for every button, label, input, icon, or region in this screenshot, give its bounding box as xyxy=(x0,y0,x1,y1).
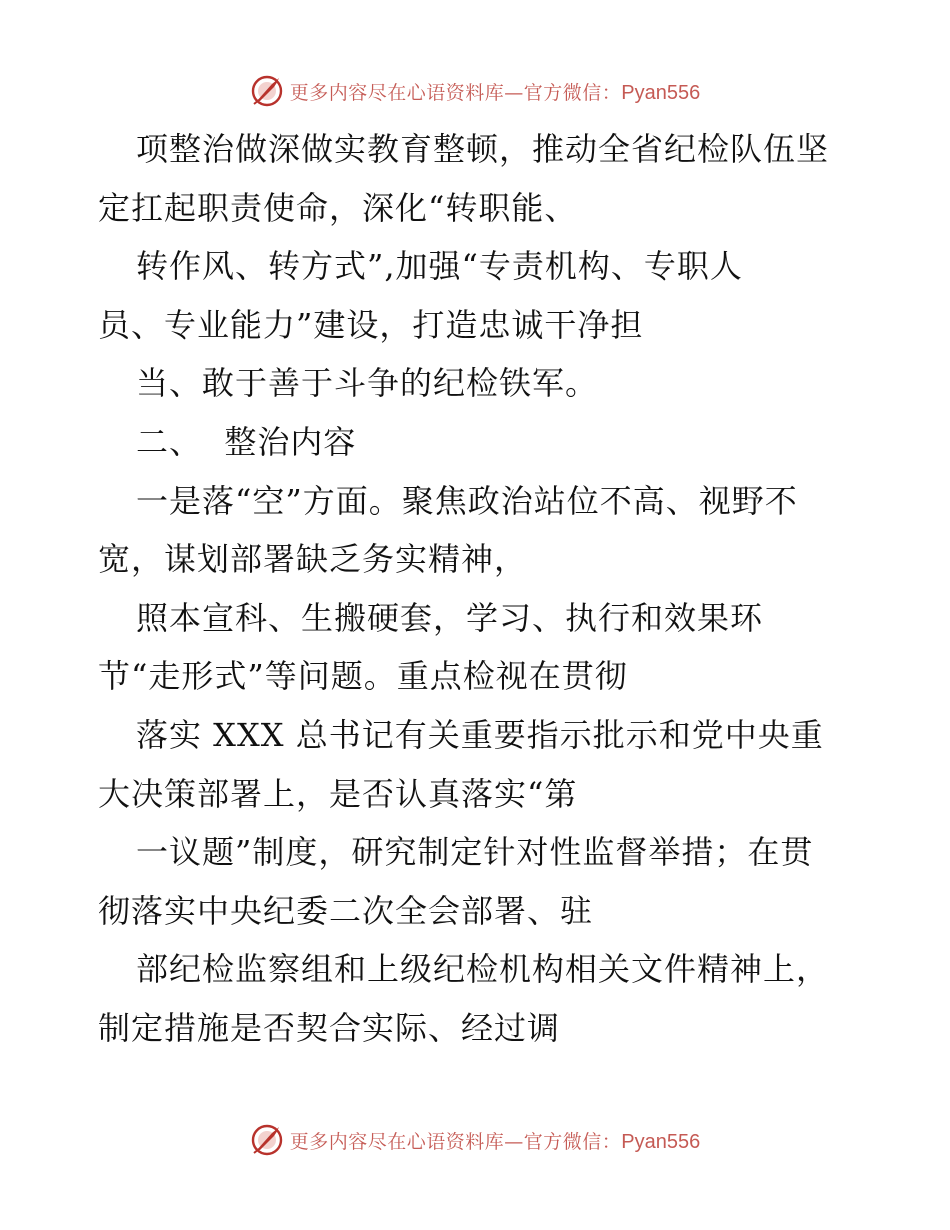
banner-text xyxy=(290,1127,700,1154)
banner-slogan: 更多内容尽在心语资料库—官方微信： xyxy=(289,81,622,104)
text-line: 部纪检监察组和上级纪检机构相关文件精神上， xyxy=(136,950,830,989)
footer-banner xyxy=(0,1120,950,1160)
text-line: 节“走形式”等问题。重点检视在贯彻 xyxy=(98,657,628,696)
text-line: 宽，谋划部署缺乏务实精神， xyxy=(98,540,528,579)
section-heading: 二、 整治内容 xyxy=(136,422,357,461)
text-line: 一是落“空”方面。聚焦政治站位不高、视野不 xyxy=(136,481,798,520)
header-banner xyxy=(0,71,950,111)
wechat-id: Pyan556 xyxy=(621,1130,701,1153)
text-line: 定扛起职责使命，深化“转职能、 xyxy=(98,188,578,227)
text-line: 项整治做深做实教育整顿，推动全省纪检队伍坚 xyxy=(136,130,830,168)
text-line: 员、专业能力”建设，打造忠诚干净担 xyxy=(98,305,644,344)
text-line: 大决策部署上，是否认真落实“第 xyxy=(98,774,578,813)
text-line: 制定措施是否契合实际、经过调 xyxy=(98,1008,561,1047)
banner-text xyxy=(290,78,700,105)
quill-logo-icon xyxy=(250,74,284,108)
text-line: 当、敢于善于斗争的纪检铁军。 xyxy=(136,364,599,403)
text-line: 转作风、转方式”,加强“专责机构、专职人 xyxy=(136,247,743,286)
wechat-id: Pyan556 xyxy=(621,81,701,104)
text-line: 落实 XXX 总书记有关重要指示批示和党中央重 xyxy=(136,715,824,754)
text-line: 照本宣科、生搬硬套，学习、执行和效果环 xyxy=(136,598,764,637)
text-line: 彻落实中央纪委二次全会部署、驻 xyxy=(98,891,594,930)
document-body xyxy=(98,120,858,1058)
text-line: 一议题”制度，研究制定针对性监督举措；在贯 xyxy=(136,833,814,872)
banner-slogan: 更多内容尽在心语资料库—官方微信： xyxy=(289,1130,622,1153)
quill-logo-icon xyxy=(250,1123,284,1157)
